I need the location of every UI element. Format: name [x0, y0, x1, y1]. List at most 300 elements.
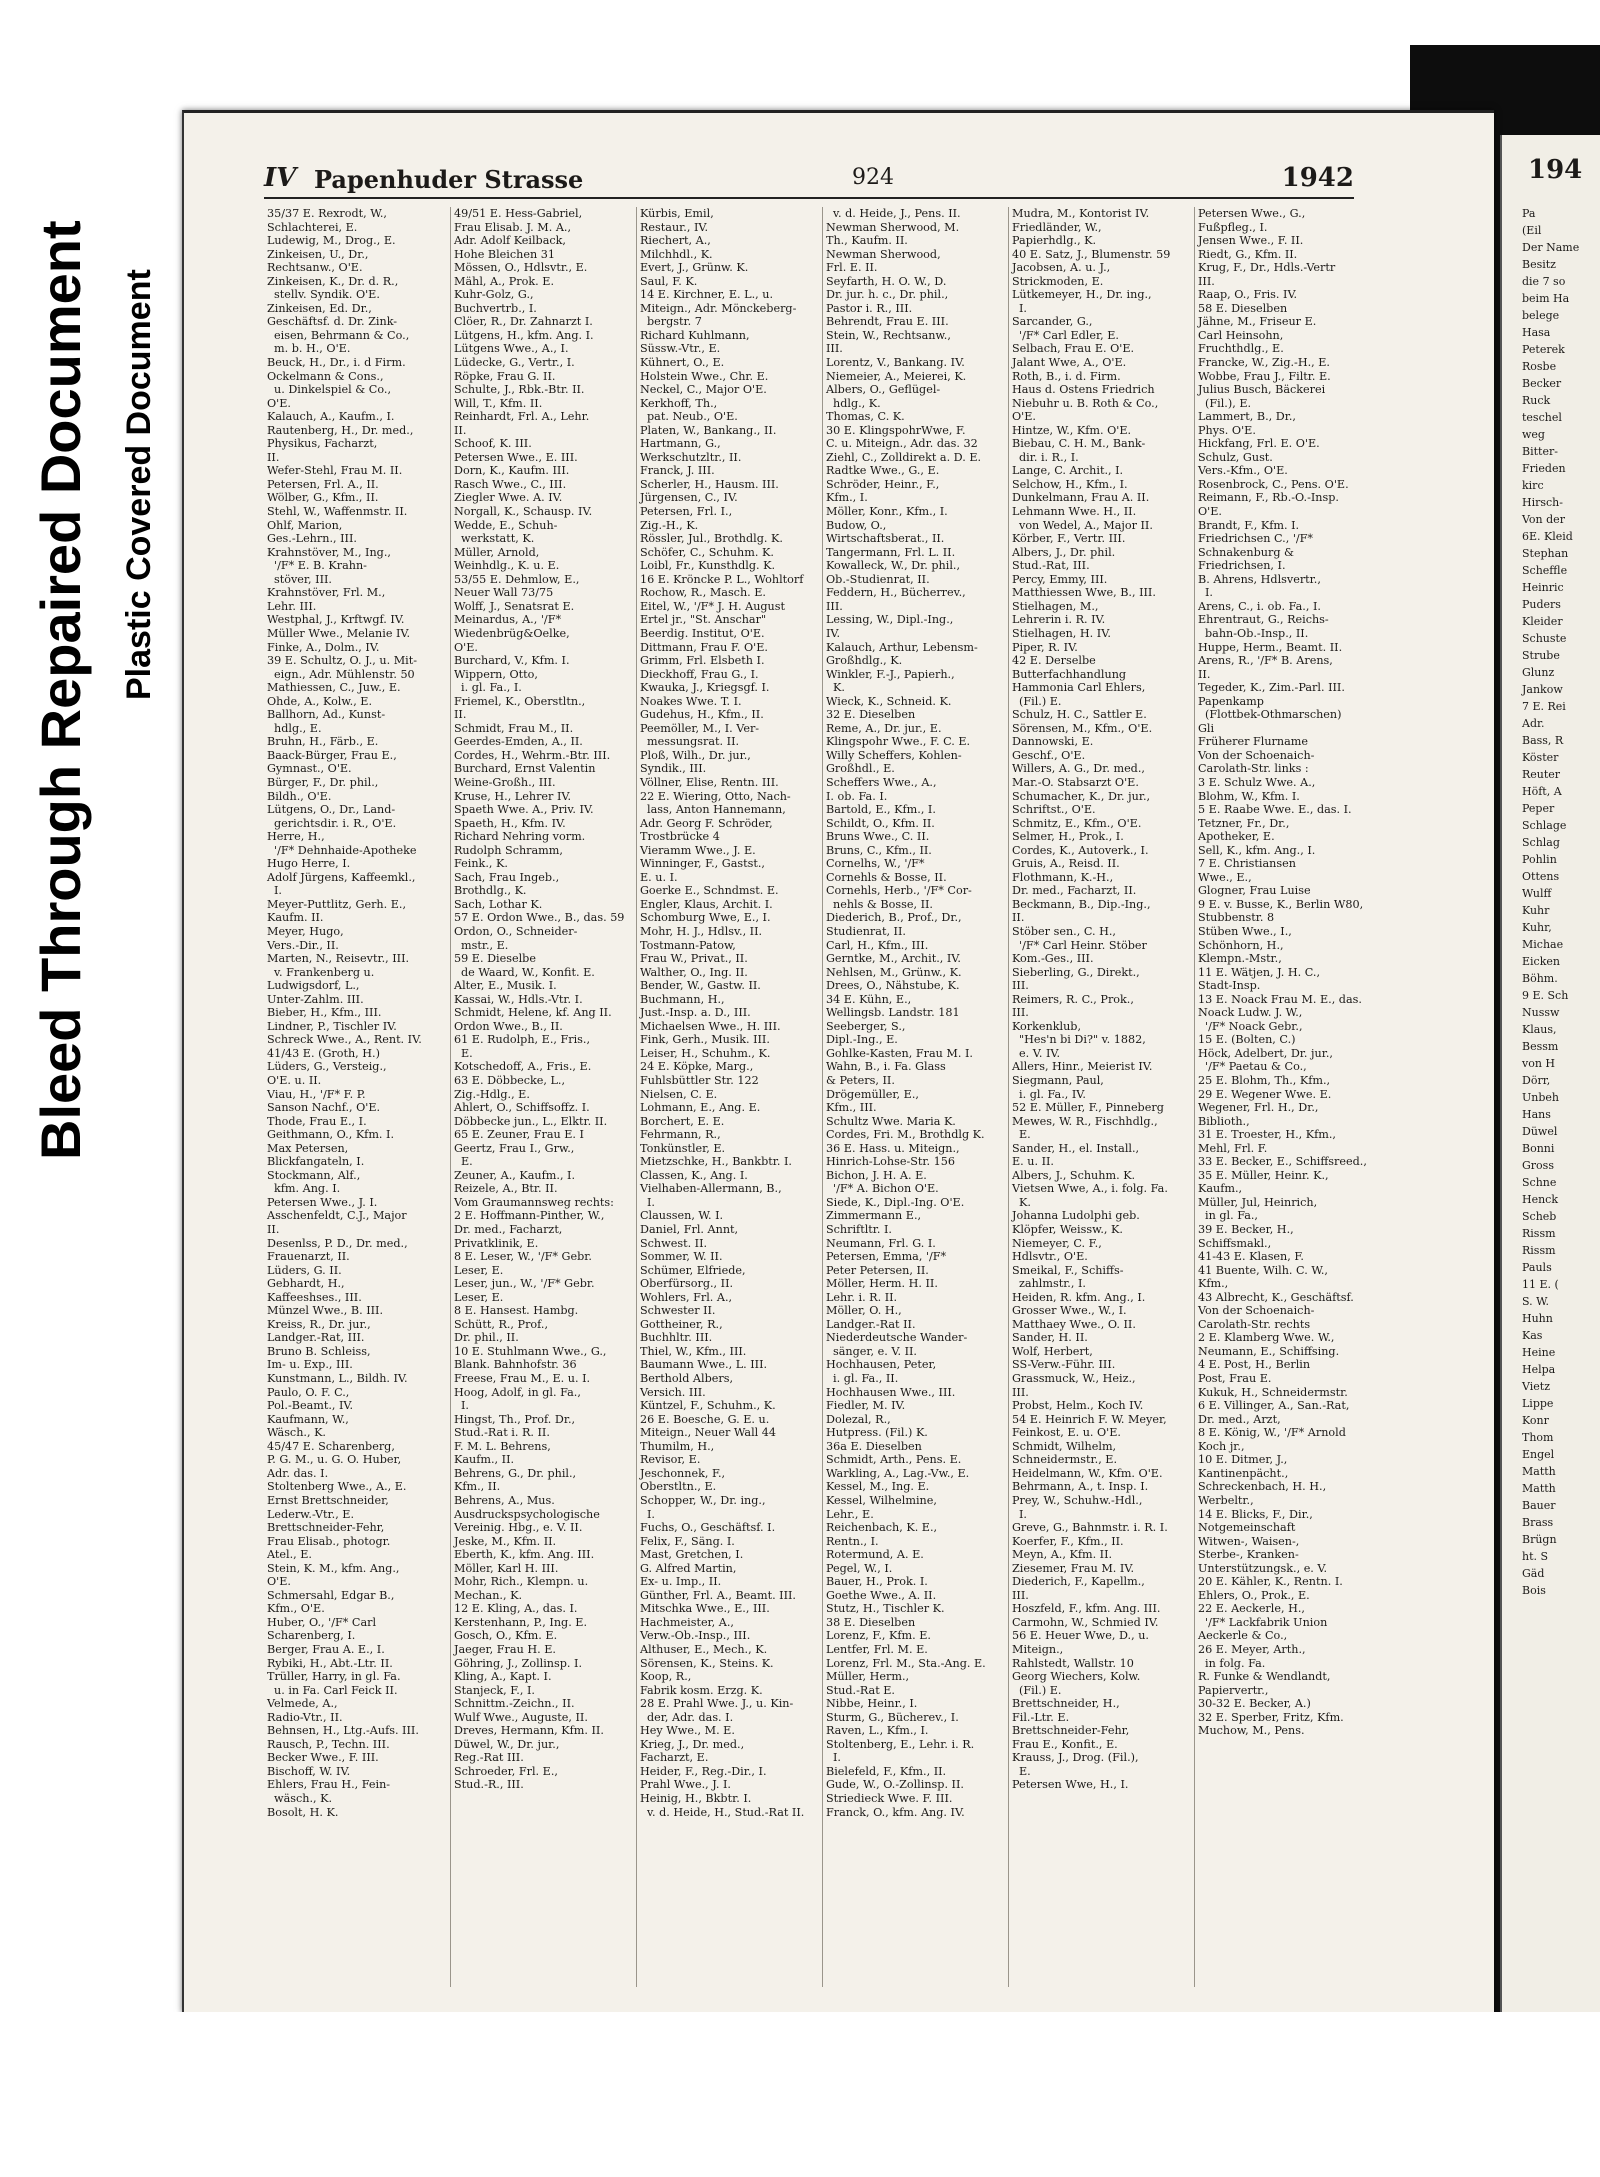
next-page-line: Peper	[1522, 802, 1555, 815]
directory-entry-line: Smeikal, F., Schiffs-	[1012, 1263, 1124, 1277]
directory-entry-line: Schlachterei, E.	[267, 220, 358, 234]
directory-entry-line: Feink., K.	[454, 857, 508, 871]
directory-entry-line: Norgall, K., Schausp. IV.	[454, 505, 593, 519]
directory-entry-line: Ahlert, O., Schiffsoffz. I.	[454, 1101, 590, 1115]
directory-entry-line: Schmersahl, Edgar B.,	[267, 1588, 395, 1602]
directory-entry-line: Prahl Wwe., J. I.	[640, 1778, 731, 1792]
directory-entry-line: Peemöller, M., I. Ver-	[640, 721, 760, 735]
directory-entry-line: Warkling, A., Lag.-Vw., E.	[826, 1466, 970, 1480]
directory-entry-line: 10 E. Stuhlmann Wwe., G.,	[454, 1344, 607, 1358]
directory-entry-line: Zeuner, A., Kaufm., I.	[454, 1168, 576, 1182]
directory-entry-line: Hohe Bleichen 31	[454, 247, 555, 261]
directory-entry-line: Kaufmann, W.,	[267, 1412, 349, 1426]
directory-entry-line: '/F* Carl Edler, E.	[1019, 328, 1119, 342]
directory-entry-line: Nehlsen, M., Grünw., K.	[826, 965, 962, 979]
directory-entry-line: Sörensen, M., Kfm., O'E.	[1012, 721, 1153, 735]
directory-entry-line: Apotheker, E.	[1198, 830, 1275, 844]
directory-entry-line: Jürgensen, C., IV.	[640, 491, 738, 505]
directory-entry-line: Schumacher, K., Dr. jur.,	[1012, 789, 1151, 803]
directory-entry-line: Schmitz, E., Kfm., O'E.	[1012, 816, 1142, 830]
directory-entry-line: Cordes, K., Autoverk., I.	[1012, 843, 1149, 857]
directory-entry-line: Geschf., O'E.	[1012, 748, 1086, 762]
directory-entry-line: Sterbe-, Kranken-	[1198, 1548, 1299, 1562]
directory-entry-line: u. in Fa. Carl Feick II.	[274, 1683, 398, 1697]
directory-entry-line: Flothmann, K.-H.,	[1012, 870, 1114, 884]
directory-entry-line: Neuer Wall 73/75	[454, 586, 554, 600]
directory-entry-line: Seyfarth, H. O. W., D.	[826, 274, 947, 288]
directory-entry-line: Petersen Wwe, H., I.	[1012, 1778, 1129, 1792]
directory-entry-line: Dr. jur. h. c., Dr. phil.,	[826, 288, 949, 302]
directory-entry-line: Wefer-Stehl, Frau M. II.	[267, 464, 403, 478]
directory-entry-line: Beckmann, B., Dip.-Ing.,	[1012, 897, 1151, 911]
directory-entry-line: Willers, A. G., Dr. med.,	[1012, 762, 1145, 776]
directory-entry-line: Alter, E., Musik. I.	[454, 979, 557, 993]
directory-entry-line: 56 E. Heuer Wwe, D., u.	[1012, 1629, 1149, 1643]
directory-entry-line: 57 E. Ordon Wwe., B., das. 59	[454, 911, 625, 925]
next-page-line: Bitter-	[1522, 445, 1558, 458]
next-page-line: Peterek	[1522, 343, 1565, 356]
next-page-line: Heinric	[1522, 581, 1564, 594]
directory-entry-line: Schmidt, Helene, kf. Ang II.	[454, 1006, 612, 1020]
directory-entry-line: Pegel, W., I.	[826, 1561, 893, 1575]
next-page-line: Stephan	[1522, 547, 1569, 560]
directory-entry-line: Thiel, W., Kfm., III.	[640, 1344, 747, 1358]
directory-entry-line: Freese, Frau M., E. u. I.	[454, 1372, 591, 1386]
directory-entry-line: Lütkemeyer, H., Dr. ing.,	[1012, 288, 1152, 302]
next-page-line: Adr.	[1522, 717, 1545, 730]
directory-entry-line: Grassmuck, W., Heiz.,	[1012, 1372, 1136, 1386]
directory-entry-line: Bauer, H., Prok. I.	[826, 1575, 928, 1589]
directory-entry-line: Scharenberg, I.	[267, 1629, 356, 1643]
directory-entry-line: Schoof, K. III.	[454, 437, 532, 451]
directory-entry-line: Vers.-Dir., II.	[267, 938, 339, 952]
directory-entry-line: Wieck, K., Schneid. K.	[826, 694, 952, 708]
directory-entry-line: Lüders, G., Versteig.,	[267, 1060, 387, 1074]
directory-entry-line: 53/55 E. Dehmlow, E.,	[454, 572, 580, 586]
next-page-line: Böhm.	[1522, 972, 1558, 985]
directory-entry-line: Rössler, Jul., Brothdlg. K.	[640, 532, 783, 546]
directory-entry-line: Lütgens, O., Dr., Land-	[267, 803, 396, 817]
next-page-line: Schlage	[1522, 819, 1567, 832]
directory-entry-line: Krieg, J., Dr. med.,	[640, 1737, 745, 1751]
directory-entry-line: Franck, O., kfm. Ang. IV.	[826, 1805, 965, 1819]
directory-entry-line: E.	[1019, 1764, 1031, 1778]
directory-entry-line: Sach, Lothar K.	[454, 897, 543, 911]
directory-entry-line: Mathiessen, C., Juw., E.	[267, 681, 401, 695]
directory-entry-line: Sieberling, G., Direkt.,	[1012, 965, 1140, 979]
directory-entry-line: Frau W., Privat., II.	[640, 952, 748, 966]
directory-entry-line: IV.	[826, 626, 841, 640]
next-page-line: Der Name	[1522, 241, 1580, 254]
directory-entry-line: werkstatt, K.	[461, 532, 535, 546]
directory-entry-line: Lessing, W., Dipl.-Ing.,	[826, 613, 954, 627]
next-page-line: Becker	[1522, 377, 1562, 390]
directory-entry-line: 39 E. Becker, H.,	[1198, 1223, 1294, 1237]
directory-entry-line: Stein, W., Rechtsanw.,	[826, 328, 951, 342]
directory-entry-line: Carolath-Str. rechts	[1198, 1317, 1311, 1331]
directory-entry-line: Ohde, A., Kolw., E.	[267, 694, 373, 708]
directory-entry-line: 41/43 E. (Groth, H.)	[267, 1046, 380, 1060]
directory-entry-line: Mietzschke, H., Bankbtr. I.	[640, 1155, 792, 1169]
directory-entry-line: Petersen Wwe., E. III.	[454, 450, 578, 464]
directory-entry-line: Lehr. III.	[267, 599, 317, 613]
directory-entry-line: Pastor i. R., III.	[826, 301, 913, 315]
directory-entry-line: Ausdruckspsychologische	[454, 1507, 600, 1521]
directory-entry-line: Tonkünstler, E.	[640, 1141, 726, 1155]
directory-entry-line: i. gl. Fa., IV.	[1019, 1087, 1086, 1101]
directory-entry-line: Müller, Herm.,	[826, 1670, 910, 1684]
directory-entry-line: dir. i. R., I.	[1019, 450, 1079, 464]
directory-entry-line: Petersen, Emma, '/F*	[826, 1250, 947, 1264]
directory-entry-line: Möller, Konr., Kfm., I.	[826, 505, 948, 519]
directory-entry-line: Bartold, E., Kfm., I.	[826, 803, 936, 817]
directory-entry-line: '/F* A. Bichon O'E.	[833, 1182, 939, 1196]
directory-entry-line: Matthaey Wwe., O. II.	[1012, 1317, 1136, 1331]
directory-entry-line: Wellingsb. Landstr. 181	[826, 1006, 960, 1020]
directory-entry-line: Schulte, J., Rbk.-Btr. II.	[454, 383, 585, 397]
directory-entry-line: Willy Scheffers, Kohlen-	[826, 748, 962, 762]
directory-entry-line: '/F* Dehnhaide-Apotheke	[274, 843, 417, 857]
directory-entry-line: Biblioth.,	[1198, 1114, 1250, 1128]
directory-entry-line: Franck, J. III.	[640, 464, 715, 478]
bleed-through-note: Bleed Through Repaired Document	[29, 220, 92, 1160]
directory-entry-line: Kwauka, J., Kriegsgf. I.	[640, 681, 770, 695]
directory-entry-line: Bruns, C., Kfm., II.	[826, 843, 932, 857]
directory-entry-line: Bruno B. Schleiss,	[267, 1344, 371, 1358]
directory-entry-line: Th., Kaufm. II.	[826, 234, 908, 248]
directory-entry-line: Hoog, Adolf, in gl. Fa.,	[454, 1385, 581, 1399]
directory-entry-line: kfm. Ang. I.	[274, 1182, 341, 1196]
directory-entry-line: Zinkeisen, Ed. Dr.,	[267, 301, 372, 315]
directory-entry-line: 36a E. Dieselben	[826, 1439, 922, 1453]
directory-entry-line: Baack-Bürger, Frau E.,	[267, 748, 397, 762]
directory-entry-line: Kassai, W., Hdls.-Vtr. I.	[454, 992, 583, 1006]
directory-entry-line: Huber, O., '/F* Carl	[267, 1615, 377, 1629]
directory-entry-line: Goethe Wwe., A. II.	[826, 1588, 937, 1602]
next-page-line: Wulff	[1522, 887, 1552, 900]
directory-entry-line: Sach, Frau Ingeb.,	[454, 870, 560, 884]
directory-entry-line: Thumilm, H.,	[640, 1439, 715, 1453]
directory-entry-line: Kling, A., Kapt. I.	[454, 1670, 552, 1684]
directory-entry-line: Biebau, C. H. M., Bank-	[1012, 437, 1146, 451]
next-page-line: Scheb	[1522, 1210, 1557, 1223]
directory-entry-line: Gudehus, H., Kfm., II.	[640, 708, 764, 722]
directory-entry-line: 36 E. Hass. u. Miteign.,	[826, 1141, 960, 1155]
directory-entry-line: Stoltenberg Wwe., A., E.	[267, 1480, 407, 1494]
directory-entry-line: v. d. Heide, H., Stud.-Rat II.	[647, 1805, 805, 1819]
next-page-line: Puders	[1522, 598, 1561, 611]
directory-entry-line: Jensen Wwe., F. II.	[1198, 234, 1304, 248]
directory-entry-line: Rentn., I.	[826, 1534, 879, 1548]
directory-entry-line: Facharzt, E.	[640, 1751, 709, 1765]
directory-entry-line: Kaufm., II.	[454, 1453, 515, 1467]
directory-entry-line: Zig.-H., K.	[640, 518, 699, 532]
directory-entry-line: Friedrichsen C., '/F*	[1198, 532, 1314, 546]
directory-entry-line: Zig.-Hdlg., E.	[454, 1087, 530, 1101]
directory-entry-line: in gl. Fa.,	[1205, 1209, 1258, 1223]
volume-label: IV	[264, 163, 297, 193]
directory-entry-line: Rautenberg, H., Dr. med.,	[267, 423, 414, 437]
next-page-line: Brass	[1522, 1516, 1554, 1529]
next-page-line: Bessm	[1522, 1040, 1559, 1053]
directory-entry-line: Stöber sen., C. H.,	[1012, 924, 1116, 938]
directory-entry-line: Lehr., E.	[826, 1507, 874, 1521]
directory-columns	[264, 207, 1367, 1987]
directory-entry-line: Desenlss, P. D., Dr. med.,	[267, 1236, 408, 1250]
directory-entry-line: Körber, F., Vertr. III.	[1012, 532, 1126, 546]
directory-entry-line: (Fil.) E.	[1019, 1683, 1062, 1697]
directory-entry-line: Kunstmann, L., Bildh. IV.	[267, 1372, 408, 1386]
directory-entry-line: Stielhagen, H. IV.	[1012, 626, 1111, 640]
directory-entry-line: Lüders, G. II.	[267, 1263, 342, 1277]
directory-entry-line: Hdlsvtr., O'E.	[1012, 1250, 1088, 1264]
directory-entry-line: Müller, Jul, Heinrich,	[1198, 1195, 1318, 1209]
next-page-line: Nussw	[1522, 1006, 1560, 1019]
directory-entry-line: Fabrik kosm. Erzg. K.	[640, 1683, 763, 1697]
directory-entry-line: Winkler, F.-J., Papierh.,	[826, 667, 955, 681]
directory-entry-line: i. gl. Fa., I.	[461, 681, 522, 695]
side-notes	[0, 0, 180, 2177]
next-page-line: Huhn	[1522, 1312, 1553, 1325]
directory-entry-line: Dreves, Hermann, Kfm. II.	[454, 1724, 604, 1738]
directory-entry-line: Schöfer, C., Schuhm. K.	[640, 545, 774, 559]
directory-entry-line: Blickfangateln, I.	[267, 1155, 365, 1169]
directory-entry-line: Selmer, H., Prok., I.	[1012, 830, 1124, 844]
directory-entry-line: O'E.	[1198, 505, 1222, 519]
directory-entry-line: Kfm., III.	[826, 1101, 877, 1115]
directory-entry-line: Riechert, A.,	[640, 234, 711, 248]
directory-entry-line: Günther, Frl. A., Beamt. III.	[640, 1588, 796, 1602]
directory-entry-line: Newman Sherwood, M.	[826, 220, 960, 234]
directory-entry-line: Jeske, M., Kfm. II.	[454, 1534, 557, 1548]
next-page-line: Helpa	[1522, 1363, 1556, 1376]
next-page-line: Jankow	[1522, 683, 1563, 696]
next-page-line: kirc	[1522, 479, 1544, 492]
directory-entry-line: 58 E. Dieselben	[1198, 301, 1288, 315]
directory-entry-line: Friedrichsen, I.	[1198, 559, 1286, 573]
next-page-line: Kas	[1522, 1329, 1543, 1342]
directory-entry-line: Post, Frau E.	[1198, 1372, 1272, 1386]
next-page-line: Bonni	[1522, 1142, 1555, 1155]
directory-entry-line: Ploß, Wilh., Dr. jur.,	[640, 748, 751, 762]
directory-entry-line: 32 E. Dieselben	[826, 708, 916, 722]
directory-entry-line: III.	[1198, 274, 1215, 288]
directory-entry-line: Peter Petersen, II.	[826, 1263, 929, 1277]
directory-entry-line: (Flottbek-Othmarschen)	[1205, 708, 1342, 722]
directory-entry-line: Kfm., I.	[826, 491, 868, 505]
next-page-line: Schlag	[1522, 836, 1560, 849]
directory-entry-line: de Waard, W., Konfit. E.	[461, 965, 595, 979]
directory-entry-line: Kruse, H., Lehrer IV.	[454, 789, 572, 803]
directory-entry-line: Berthold Albers,	[640, 1372, 734, 1386]
directory-entry-line: m. b. H., O'E.	[274, 342, 351, 356]
directory-entry-line: Jalant Wwe, A., O'E.	[1012, 356, 1127, 370]
directory-entry-line: Allers, Hinr., Meierist IV.	[1012, 1060, 1153, 1074]
next-page-line: Schne	[1522, 1176, 1557, 1189]
next-page-line: Rissm	[1522, 1244, 1556, 1257]
directory-entry-line: Drees, O., Nähstube, K.	[826, 979, 960, 993]
directory-entry-line: Brandt, F., Kfm. I.	[1198, 518, 1300, 532]
directory-entry-line: Schwester II.	[640, 1304, 716, 1318]
directory-entry-line: Schiffsmakl.,	[1198, 1236, 1272, 1250]
directory-entry-line: 7 E. Christiansen	[1198, 857, 1296, 871]
directory-entry-line: Cordes, H., Wehrm.-Btr. III.	[454, 748, 611, 762]
directory-entry-line: Privatklinik, E.	[454, 1236, 539, 1250]
directory-entry-line: Lentfer, Frl. M. E.	[826, 1642, 928, 1656]
directory-entry-line: 52 E. Müller, F., Pinneberg	[1012, 1101, 1164, 1115]
next-page-line: Pa	[1522, 207, 1536, 220]
directory-entry-line: Mewes, W. R., Fischhdlg.,	[1012, 1114, 1158, 1128]
directory-entry-line: Spaeth Wwe. A., Priv. IV.	[454, 803, 594, 817]
directory-entry-line: Nibbe, Heinr., I.	[826, 1697, 918, 1711]
directory-entry-line: Witwen-, Waisen-,	[1198, 1534, 1300, 1548]
directory-entry-line: Meyer, Hugo,	[267, 924, 344, 938]
next-page-line: Von der	[1522, 513, 1565, 526]
directory-entry-line: Lindner, P., Tischler IV.	[267, 1019, 397, 1033]
directory-entry-line: Schnakenburg &	[1198, 545, 1295, 559]
directory-entry-line: Röpke, Frau G. II.	[454, 369, 556, 383]
directory-entry-line: '/F* Paetau & Co.,	[1205, 1060, 1307, 1074]
directory-entry-line: Thomas, C. K.	[826, 410, 905, 424]
directory-entry-line: Kotschedoff, A., Fris., E.	[454, 1060, 592, 1074]
next-page-line: Matth	[1522, 1482, 1556, 1495]
directory-entry-line: Wolff, J., Senatsrat E.	[454, 599, 575, 613]
directory-entry-line: Adr. das. I.	[267, 1466, 329, 1480]
directory-entry-line: 22 E. Aeckerle, H.,	[1198, 1602, 1305, 1616]
directory-column-3	[636, 207, 823, 1987]
directory-entry-line: E.	[461, 1155, 473, 1169]
directory-entry-line: Mitschka Wwe., E., III.	[640, 1602, 770, 1616]
directory-entry-line: Sarcander, G.,	[1012, 315, 1093, 329]
directory-entry-line: Schriftltr. I.	[826, 1223, 892, 1237]
directory-entry-line: 3 E. Schulz Wwe. A.,	[1198, 775, 1316, 789]
directory-entry-line: I.	[1205, 586, 1213, 600]
next-page-line: Kuhr	[1522, 904, 1550, 917]
directory-entry-line: Fink, Gerh., Musik. III.	[640, 1033, 770, 1047]
directory-entry-line: K.	[1019, 1195, 1031, 1209]
directory-entry-line: Arens, R., '/F* B. Arens,	[1198, 654, 1333, 668]
directory-entry-line: 41 Buente, Wilh. C. W.,	[1198, 1263, 1328, 1277]
directory-entry-line: Dittmann, Frau F. O'E.	[640, 640, 768, 654]
directory-entry-line: Just.-Insp. a. D., III.	[640, 1006, 751, 1020]
directory-entry-line: Buchmann, H.,	[640, 992, 725, 1006]
directory-entry-line: Hammonia Carl Ehlers,	[1012, 681, 1146, 695]
directory-entry-line: Kfm., O'E.	[267, 1602, 325, 1616]
directory-entry-line: Früherer Flurname	[1198, 735, 1309, 749]
directory-entry-line: I.	[647, 1507, 655, 1521]
directory-entry-line: Kuhr-Golz, G.,	[454, 288, 534, 302]
directory-entry-line: Lüdecke, G., Vertr., I.	[454, 356, 575, 370]
directory-entry-line: III.	[826, 599, 843, 613]
directory-entry-line: E.	[461, 1046, 473, 1060]
directory-entry-line: Stielhagen, M.,	[1012, 599, 1099, 613]
directory-entry-line: I.	[461, 1399, 469, 1413]
directory-entry-line: Münzel Wwe., B. III.	[267, 1304, 384, 1318]
directory-entry-line: Kühnert, O., E.	[640, 356, 725, 370]
directory-entry-line: Rechtsanw., O'E.	[267, 261, 363, 275]
directory-entry-line: Petersen Wwe., J. I.	[267, 1195, 378, 1209]
directory-entry-line: Meyer-Puttlitz, Gerh. E.,	[267, 897, 407, 911]
directory-entry-line: 35 E. Müller, Heinr. K.,	[1198, 1168, 1329, 1182]
directory-entry-line: 25 E. Blohm, Th., Kfm.,	[1198, 1074, 1331, 1087]
directory-entry-line: Goerke E., Schndmst. E.	[640, 884, 779, 898]
directory-entry-line: I. ob. Fa. I.	[826, 789, 888, 803]
directory-entry-line: Werbeltr.,	[1198, 1493, 1254, 1507]
next-page-line: Dörr,	[1522, 1074, 1551, 1087]
directory-entry-line: Hoszfeld, F., kfm. Ang. III.	[1012, 1602, 1161, 1616]
directory-entry-line: Ziehl, C., Zolldirekt a. D. E.	[826, 450, 982, 464]
directory-entry-line: Neumann, E., Schiffsing.	[1198, 1344, 1340, 1358]
directory-entry-line: Bürger, F., Dr. phil.,	[267, 775, 379, 789]
directory-entry-line: Carl, H., Kfm., III.	[826, 938, 929, 952]
directory-entry-line: Reg.-Rat III.	[454, 1751, 524, 1765]
directory-entry-line: Selbach, Frau E. O'E.	[1012, 342, 1135, 356]
directory-entry-line: Kürbis, Emil,	[640, 207, 714, 220]
directory-entry-line: Rosenbrock, C., Pens. O'E.	[1198, 477, 1349, 491]
directory-entry-line: F. M. L. Behrens,	[454, 1439, 551, 1453]
directory-entry-line: Lange, C. Archit., I.	[1012, 464, 1124, 478]
directory-entry-line: Kaufm. II.	[267, 911, 324, 925]
directory-entry-line: Rudolph Schramm,	[454, 843, 563, 857]
directory-entry-line: Hingst, Th., Prof. Dr.,	[454, 1412, 576, 1426]
directory-entry-line: Wippern, Otto,	[454, 667, 538, 681]
directory-entry-line: Bieber, H., Kfm., III.	[267, 1006, 382, 1020]
directory-entry-line: Zinkeisen, U., Dr.,	[267, 247, 369, 261]
directory-entry-line: Cordes, Fri. M., Brothdlg K.	[826, 1128, 985, 1142]
directory-entry-line: Heidelmann, W., Kfm. O'E.	[1012, 1466, 1163, 1480]
directory-entry-line: Müller, Arnold,	[454, 545, 540, 559]
directory-entry-line: Noack Ludw. J. W.,	[1198, 1006, 1303, 1020]
directory-entry-line: Von der Schoenaich-	[1198, 748, 1315, 762]
directory-entry-line: Rochow, R., Masch. E.	[640, 586, 766, 600]
directory-entry-line: E. u. II.	[1012, 1155, 1054, 1169]
directory-entry-line: Neckel, C., Major O'E.	[640, 383, 767, 397]
directory-entry-line: Mar.-O. Stabsarzt O'E.	[1012, 775, 1139, 789]
directory-entry-line: Mähl, A., Prok. E.	[454, 274, 554, 288]
directory-entry-line: Finke, A., Dolm., IV.	[267, 640, 380, 654]
directory-entry-line: Noakes Wwe. T. I.	[640, 694, 742, 708]
directory-entry-line: 49/51 E. Hess-Gabriel,	[454, 207, 583, 220]
directory-entry-line: 6 E. Villinger, A., San.-Rat,	[1198, 1399, 1350, 1413]
directory-entry-line: Tangermann, Frl. L. II.	[826, 545, 956, 559]
directory-entry-line: Schomburg Wwe, E., I.	[640, 911, 771, 925]
directory-entry-line: Ordon Wwe., B., II.	[454, 1019, 563, 1033]
directory-entry-line: Zinkeisen, K., Dr. d. R.,	[267, 274, 399, 288]
directory-entry-line: Bender, W., Gastw. II.	[640, 979, 761, 993]
directory-entry-line: Westphal, J., Krftwgf. IV.	[267, 613, 405, 627]
directory-entry-line: Probst, Helm., Koch IV.	[1012, 1399, 1144, 1413]
directory-entry-line: Schmidt, Arth., Pens. E.	[826, 1453, 962, 1467]
directory-entry-line: 20 E. Kähler, K., Rentn. I.	[1198, 1575, 1343, 1589]
directory-entry-line: O'E.	[1012, 410, 1036, 424]
next-page-line: Engel	[1522, 1448, 1555, 1461]
directory-entry-line: Ex- u. Imp., II.	[640, 1575, 722, 1589]
next-page-line: Lippe	[1522, 1397, 1554, 1410]
directory-entry-line: Holstein Wwe., Chr. E.	[640, 369, 769, 383]
directory-entry-line: Richard Kuhlmann,	[640, 328, 750, 342]
directory-entry-line: Oberstltn., E.	[640, 1480, 717, 1494]
directory-entry-line: Jähne, M., Friseur E.	[1198, 315, 1317, 329]
directory-entry-line: Lorenz, F., Kfm. E.	[826, 1629, 931, 1643]
directory-entry-line: Mehl, Frl. F.	[1198, 1141, 1268, 1155]
directory-entry-line: Hey Wwe., M. E.	[640, 1724, 735, 1738]
directory-entry-line: 63 E. Döbbecke, L.,	[454, 1074, 566, 1087]
directory-entry-line: (Fil.) E.	[1019, 694, 1062, 708]
directory-entry-line: Brettschneider-Fehr,	[267, 1521, 385, 1535]
next-page-line: Glunz	[1522, 666, 1555, 679]
directory-entry-line: Rybiki, H., Abt.-Ltr. II.	[267, 1656, 393, 1670]
directory-entry-line: in folg. Fa.	[1205, 1656, 1266, 1670]
